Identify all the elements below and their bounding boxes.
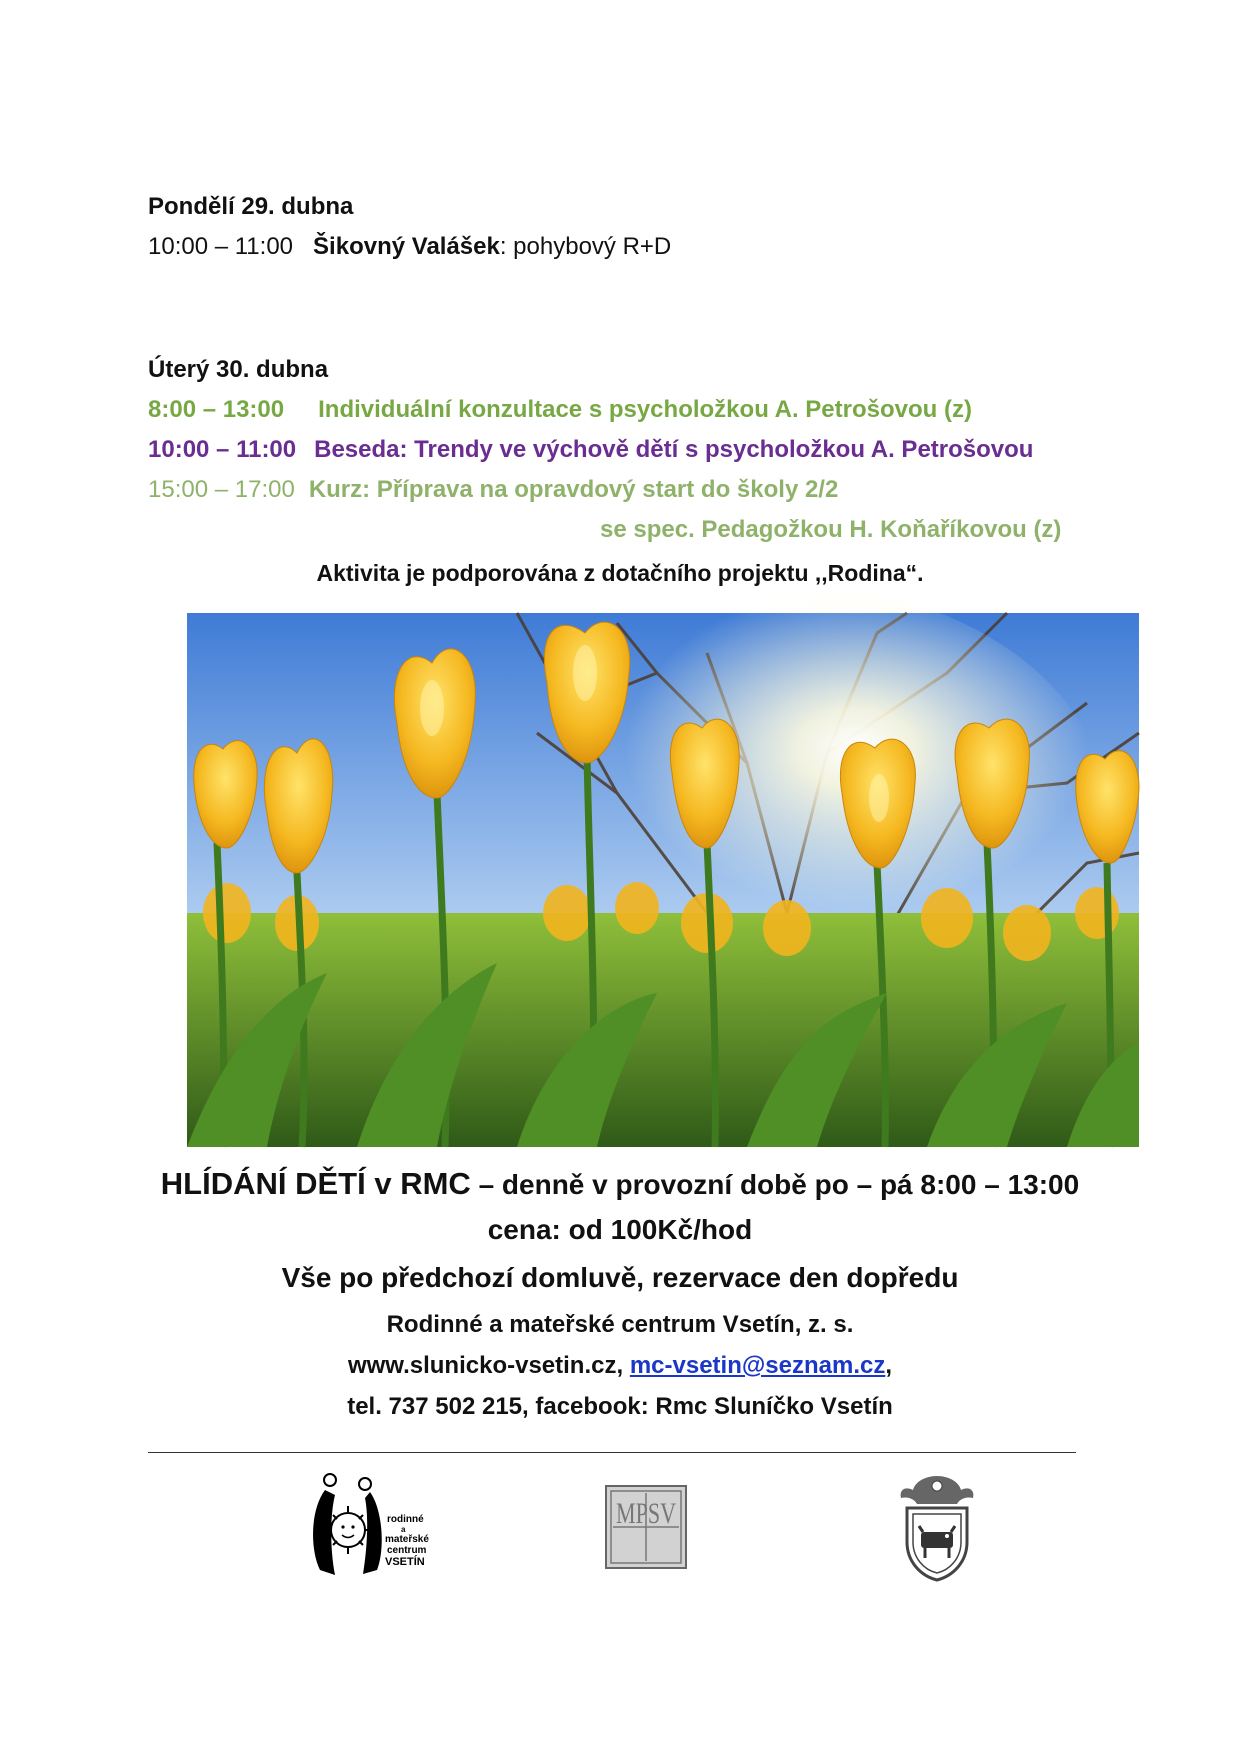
tuesday-item-time: 15:00 – 17:00 (148, 476, 295, 503)
email-link[interactable]: mc-vsetin@seznam.cz (629, 1352, 886, 1379)
vsetin-coat-of-arms (895, 1472, 979, 1584)
mpsv-logo-text: MPSV (616, 1497, 677, 1530)
tuesday-item-talk (148, 436, 1033, 464)
tuesday-item-text: Individuální konzultace s psycholožkou A. Petrošovou (z) (318, 396, 972, 423)
divider (148, 1452, 1076, 1453)
tuesday-item-text: Kurz: Příprava na opravdový start do školy 2/2 (308, 476, 839, 503)
babysitting-details: – denně v provozní době po – pá 8:00 – 13:00 (470, 1169, 1080, 1200)
support-note: Aktivita je podporována z dotačního projektu ,,Rodina“. (316, 560, 924, 586)
mpsv-logo-graphic (605, 1485, 687, 1569)
tuesday-item-text: Beseda: Trendy ve výchově dětí s psycholožkou A. Petrošovou (314, 436, 1034, 463)
monday-heading: Pondělí 29. dubna (148, 193, 354, 220)
rmc-logo-line: mateřské (385, 1534, 429, 1545)
monday-time: 10:00 – 11:00 (148, 233, 294, 260)
monday-event-rest: : pohybový R+D (499, 233, 672, 260)
rmc-logo-line: rodinné (387, 1514, 424, 1525)
monday-event-name: Šikovný Valášek (313, 233, 500, 260)
email-suffix: , (885, 1352, 893, 1379)
tuesday-item-course (148, 476, 838, 504)
rmc-logo (305, 1470, 455, 1580)
price: cena: od 100Kč/hod (487, 1214, 753, 1245)
rmc-logo-line: centrum (387, 1545, 427, 1556)
tuesday-continuation: se spec. Pedagožkou H. Koňaříkovou (z) (600, 516, 1062, 543)
reservation-note: Vše po předchozí domluvě, rezervace den dopředu (281, 1262, 959, 1293)
tuesday-heading: Úterý 30. dubna (148, 356, 329, 383)
phone-line: tel. 737 502 215, facebook: Rmc Sluníčko Vsetín (347, 1393, 893, 1420)
babysitting-line (0, 1166, 1240, 1202)
mpsv-logo (605, 1485, 687, 1569)
babysitting-title: HLÍDÁNÍ DĚTÍ v RMC (160, 1166, 471, 1201)
rmc-logo-line: VSETÍN (385, 1556, 425, 1568)
rmc-logo-graphic (305, 1470, 455, 1580)
org-name: Rodinné a mateřské centrum Vsetín, z. s. (386, 1311, 854, 1338)
tuesday-item-time: 8:00 – 13:00 (148, 396, 285, 423)
tuesday-item-time: 10:00 – 11:00 (148, 436, 297, 463)
website-link[interactable]: www.slunicko-vsetin.cz, (347, 1352, 630, 1379)
tuesday-item-consultation (148, 396, 972, 424)
monday-event (148, 233, 671, 261)
tulip-photo (187, 613, 1139, 1147)
web-email-line (0, 1352, 1240, 1380)
rmc-logo-line: a (401, 1525, 406, 1534)
